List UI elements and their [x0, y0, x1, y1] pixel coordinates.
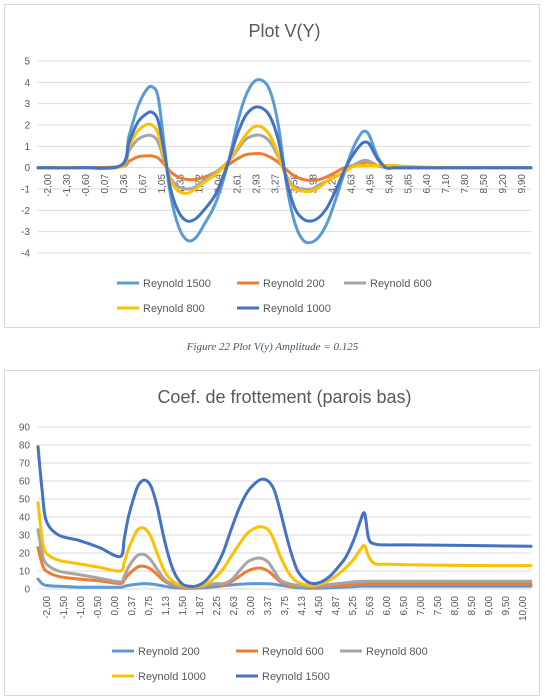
legend-label: Reynold 1500: [143, 278, 211, 290]
x-tick-label: 10,00: [518, 596, 529, 622]
x-tick-label: 2,61: [232, 174, 244, 194]
series-line-reynold-800: [38, 530, 531, 588]
y-tick-label: 2: [24, 120, 30, 132]
chart-plot-vy: [4, 4, 540, 328]
x-tick-label: 4,50: [314, 596, 325, 616]
x-tick-label: 2,25: [212, 596, 223, 616]
x-tick-label: 6,40: [422, 174, 434, 194]
series-line-reynold-800: [38, 124, 531, 193]
y-tick-label: -2: [21, 205, 30, 217]
x-tick-label: 8,50: [467, 596, 478, 616]
x-tick-label: 1,50: [178, 596, 189, 616]
y-tick-label: 20: [18, 548, 30, 560]
x-tick-label: 3,98: [308, 174, 320, 194]
legend-label: Reynold 600: [370, 278, 432, 290]
x-tick-label: 3,00: [246, 596, 257, 616]
legend-label: Reynold 800: [366, 646, 428, 658]
y-tick-label: 80: [18, 440, 30, 452]
y-tick-label: 50: [18, 494, 30, 506]
x-tick-label: 3,58: [289, 174, 301, 194]
x-tick-label: -2,00: [42, 174, 54, 197]
x-tick-label: 1,05: [156, 174, 168, 194]
x-tick-label: 5,63: [365, 596, 376, 616]
x-tick-label: 1,72: [194, 174, 206, 194]
y-tick-label: 1: [24, 141, 30, 153]
legend-label: Reynold 800: [143, 303, 205, 315]
chart-plot-vy-svg: [5, 5, 541, 329]
x-tick-label: 4,28: [327, 174, 339, 194]
x-tick-label: 3,75: [280, 596, 291, 616]
x-tick-label: 0,00: [110, 596, 121, 616]
x-tick-label: 7,00: [416, 596, 427, 616]
legend-label: Reynold 1000: [263, 303, 331, 315]
x-tick-label: 1,87: [195, 596, 206, 616]
y-tick-label: 70: [18, 458, 30, 470]
x-tick-label: 0,75: [144, 596, 155, 616]
x-tick-label: 7,50: [433, 596, 444, 616]
y-tick-label: 4: [24, 77, 30, 89]
x-tick-label: 7,80: [460, 174, 472, 194]
x-tick-label: -2,00: [42, 596, 53, 619]
x-tick-label: -1,00: [76, 596, 87, 619]
x-tick-label: 5,85: [403, 174, 415, 194]
y-tick-label: -4: [21, 248, 30, 260]
x-tick-label: 7,10: [441, 174, 453, 194]
x-tick-label: 6,50: [399, 596, 410, 616]
y-tick-label: 0: [24, 163, 30, 175]
x-tick-label: 9,00: [484, 596, 495, 616]
x-tick-label: 8,00: [450, 596, 461, 616]
x-tick-label: 8,50: [479, 174, 491, 194]
x-tick-label: 0,67: [137, 174, 149, 194]
x-tick-label: 4,63: [346, 174, 358, 194]
x-tick-label: 4,87: [331, 596, 342, 616]
legend-label: Reynold 200: [138, 646, 200, 658]
x-tick-label: 0,36: [118, 174, 130, 194]
x-tick-label: 9,50: [501, 596, 512, 616]
x-tick-label: 2,63: [229, 596, 240, 616]
figure-caption: Figure 22 Plot V(y) Amplitude = 0.125: [186, 341, 359, 353]
chart-coef-frottement: [4, 370, 540, 696]
legend-label: Reynold 1000: [138, 671, 206, 683]
x-tick-label: 2,04: [213, 174, 225, 194]
chart-title: Plot V(Y): [248, 21, 321, 41]
y-tick-label: 60: [18, 476, 30, 488]
chart-title: Coef. de frottement (parois bas): [157, 387, 412, 407]
x-tick-label: -0,50: [93, 596, 104, 619]
chart-coef-frottement-svg: [5, 371, 541, 697]
y-tick-label: -3: [21, 227, 30, 239]
x-tick-label: 3,27: [270, 174, 282, 194]
x-tick-label: 4,13: [297, 596, 308, 616]
series-line-reynold-1000: [38, 107, 531, 222]
legend-label: Reynold 600: [262, 646, 324, 658]
x-tick-label: 1,13: [161, 596, 172, 616]
x-tick-label: 6,00: [382, 596, 393, 616]
x-tick-label: -0,60: [80, 174, 92, 197]
x-tick-label: 0,37: [127, 596, 138, 616]
x-tick-label: 1,35: [175, 174, 187, 194]
x-tick-label: 0,07: [99, 174, 111, 194]
x-tick-label: 9,90: [517, 174, 529, 194]
legend-label: Reynold 200: [263, 278, 325, 290]
y-tick-label: 3: [24, 99, 30, 111]
x-tick-label: -1,50: [59, 596, 70, 619]
x-tick-label: -1,30: [61, 174, 73, 197]
y-tick-label: -1: [21, 184, 30, 196]
x-tick-label: 3,37: [263, 596, 274, 616]
x-tick-label: 9,20: [498, 174, 510, 194]
y-tick-label: 40: [18, 512, 30, 524]
x-tick-label: 4,95: [365, 174, 377, 194]
y-tick-label: 30: [18, 530, 30, 542]
x-tick-label: 5,25: [348, 596, 359, 616]
y-tick-label: 10: [18, 566, 30, 578]
x-tick-label: 2,93: [251, 173, 263, 194]
x-tick-label: 5,48: [384, 174, 396, 194]
y-tick-label: 0: [24, 584, 30, 596]
legend-label: Reynold 1500: [262, 671, 330, 683]
y-tick-label: 90: [18, 422, 30, 434]
y-tick-label: 5: [24, 56, 30, 68]
